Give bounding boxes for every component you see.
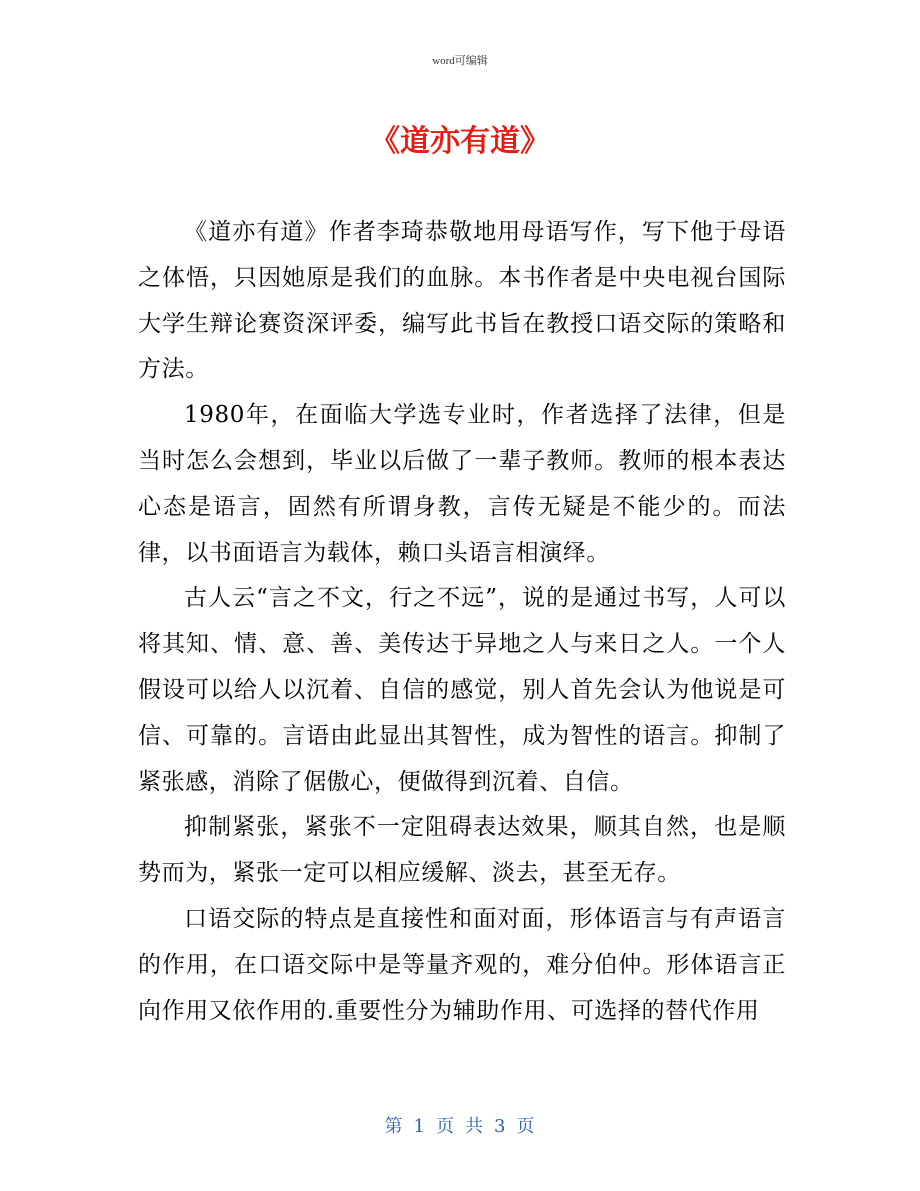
paragraph-3: 古人云“言之不文，行之不远”，说的是通过书写，人可以将其知、情、意、善、美传达于异地之人与来日之人。一个人假设可以给人以沉着、自信的感觉，别人首先会认为他说是可信、可靠的。言语由此显出其智性，成为智性的语言。抑制了紧张感，消除了倨傲心，便做得到沉着、自信。: [138, 585, 786, 795]
paragraph-4: 抑制紧张，紧张不一定阻碍表达效果，顺其自然，也是顺势而为，紧张一定可以相应缓解、淡去，甚至无存。: [138, 814, 786, 887]
footer-suffix: 页: [516, 1116, 536, 1137]
paragraph-5: 口语交际的特点是直接性和面对面，形体语言与有声语言的作用，在口语交际中是等量齐观的，难分伯仲。形体语言正向作用又依作用的.重要性分为辅助作用、可选择的替代作用: [138, 905, 786, 1024]
paragraph-1: 《道亦有道》作者李琦恭敬地用母语写作，写下他于母语之体悟，只因她原是我们的血脉。本书作者是中央电视台国际大学生辩论赛资深评委，编写此书旨在教授口语交际的策略和方法。: [138, 219, 786, 383]
page-footer: [0, 1112, 920, 1138]
footer-page-word: 页: [436, 1116, 455, 1137]
document-title: 《道亦有道》: [370, 124, 550, 159]
footer-prefix: 第: [384, 1116, 404, 1137]
page-header: word可编辑: [432, 55, 488, 67]
document-body: [138, 210, 786, 1034]
paragraph-2: 1980年，在面临大学选专业时，作者选择了法律，但是当时怎么会想到，毕业以后做了一辈子教师。教师的根本表达心态是语言，固然有所谓身教，言传无疑是不能少的。而法律，以书面语言为载体，赖口头语言相演绎。: [138, 402, 786, 566]
footer-total-pages: 3: [494, 1116, 507, 1137]
footer-page-number: 1: [413, 1116, 426, 1137]
footer-total-word: 共: [465, 1116, 484, 1137]
